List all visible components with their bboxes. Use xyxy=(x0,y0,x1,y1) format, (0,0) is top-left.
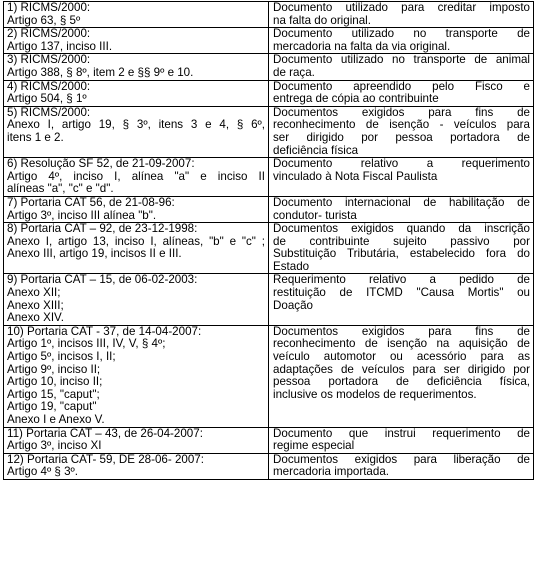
legal-reference-line: Artigo 19, "caput" xyxy=(7,401,97,414)
legal-reference-line: Artigo 388, § 8º, item 2 e §§ 9º e 10. xyxy=(7,66,194,79)
legal-reference-cell xyxy=(4,453,269,479)
document-description-cell xyxy=(269,196,534,222)
table-row xyxy=(4,54,534,80)
legal-reference-line: itens 1 e 2. xyxy=(7,131,64,144)
legal-reference-line: Anexo I, artigo 19, § 3º, itens 3 e 4, § 6º, xyxy=(7,119,265,132)
legal-reference-line: 2) RICMS/2000: xyxy=(7,28,91,41)
legal-reference-line: Artigo 4º § 3º. xyxy=(7,466,78,479)
document-description-line: entrega de cópia ao contribuinte xyxy=(273,93,439,106)
document-description-line: Documentos exigidos para fins de xyxy=(273,325,530,338)
legal-reference-line: alíneas "a", "c" e "d". xyxy=(7,183,114,196)
document-description-line: regime especial xyxy=(273,440,355,453)
legal-reference-line: 11) Portaria CAT – 43, de 26-04-2007: xyxy=(7,427,203,440)
document-description-cell xyxy=(269,274,534,325)
document-reference-table xyxy=(3,1,534,480)
legal-reference-line: Artigo 9º, inciso II; xyxy=(7,363,101,376)
legal-reference-line: Artigo 1º, incisos III, IV, V, § 4º; xyxy=(7,338,166,351)
document-description-line: Documentos exigidos quando da inscrição xyxy=(273,223,530,236)
legal-reference-line: Anexo I, artigo 13, inciso I, alíneas, "b" e "c" ; xyxy=(7,235,265,248)
document-description-cell xyxy=(269,2,534,28)
legal-reference-cell xyxy=(4,158,269,197)
document-description-line: de contribuinte sujeito passivo por xyxy=(273,235,530,248)
legal-reference-line: Artigo 10, inciso II; xyxy=(7,376,103,389)
document-description-line: ser dirigido por pessoa portadora de xyxy=(273,131,530,144)
legal-reference-line: 1) RICMS/2000: xyxy=(7,2,91,14)
document-description-cell xyxy=(269,158,534,197)
document-description-cell xyxy=(269,28,534,54)
document-description-line: reconhecimento de isenção na aquisição de xyxy=(273,338,530,351)
table-row xyxy=(4,106,534,157)
table-row xyxy=(4,80,534,106)
document-description-line: reconhecimento de isenção - veículos para xyxy=(273,119,530,132)
legal-reference-line: Artigo 15, "caput"; xyxy=(7,388,100,401)
legal-reference-cell xyxy=(4,106,269,157)
document-description-line: adaptações de veículos para ser dirigido por xyxy=(273,363,530,376)
document-description-cell xyxy=(269,453,534,479)
legal-reference-line: Artigo 63, § 5º xyxy=(7,14,81,27)
document-description-line: Documento utilizado para creditar imposto xyxy=(273,2,530,14)
document-description-line: pessoa portadora de deficiência física, xyxy=(273,376,530,389)
legal-reference-line: 3) RICMS/2000: xyxy=(7,54,91,67)
table-body xyxy=(4,2,534,480)
table-row xyxy=(4,196,534,222)
document-description-line: Requerimento relativo a pedido de xyxy=(273,274,530,287)
legal-reference-cell xyxy=(4,274,269,325)
document-description-line: Documento que instrui requerimento de xyxy=(273,427,530,440)
document-description-cell xyxy=(269,80,534,106)
table-row xyxy=(4,223,534,274)
table-row xyxy=(4,453,534,479)
document-description-cell xyxy=(269,223,534,274)
legal-reference-cell xyxy=(4,223,269,274)
document-description-line: Substituição Tributária, estabelecido fora do xyxy=(273,248,530,261)
document-description-line: Doação xyxy=(273,299,313,312)
legal-reference-cell xyxy=(4,196,269,222)
document-description-line: na falta do original. xyxy=(273,14,371,27)
table-row xyxy=(4,2,534,28)
document-description-line: mercadoria importada. xyxy=(273,466,389,479)
table-row xyxy=(4,28,534,54)
document-description-line: vinculado à Nota Fiscal Paulista xyxy=(273,170,438,183)
legal-reference-line: Artigo 3º, inciso III alínea "b". xyxy=(7,209,157,222)
legal-reference-line: Artigo 137, inciso III. xyxy=(7,40,113,53)
legal-reference-line: Artigo 5º, incisos I, II; xyxy=(7,351,116,364)
table-row xyxy=(4,325,534,427)
document-description-line: Documento utilizado no transporte de xyxy=(273,28,530,41)
document-description-line: Documentos exigidos para liberação de xyxy=(273,453,530,466)
legal-reference-line: Anexo XIV. xyxy=(7,312,64,325)
document-description-line: mercadoria na falta da via original. xyxy=(273,40,451,53)
document-description-line: Documento internacional de habilitação de xyxy=(273,196,530,209)
legal-reference-line: 6) Resolução SF 52, de 21-09-2007: xyxy=(7,158,195,171)
legal-reference-line: Anexo III, artigo 19, incisos II e III. xyxy=(7,248,182,261)
legal-reference-cell xyxy=(4,54,269,80)
legal-reference-line: 7) Portaria CAT 56, de 21-08-96: xyxy=(7,196,175,209)
legal-reference-line: 8) Portaria CAT – 92, de 23-12-1998: xyxy=(7,223,198,236)
document-description-cell xyxy=(269,325,534,427)
document-description-line: de raça. xyxy=(273,66,315,79)
document-description-line: Documento apreendido pelo Fisco e xyxy=(273,80,530,93)
table-row xyxy=(4,158,534,197)
document-description-line: veículo automotor ou acessório para as xyxy=(273,351,530,364)
legal-reference-line: Anexo I e Anexo V. xyxy=(7,414,105,426)
legal-reference-line: Anexo XIII; xyxy=(7,299,64,312)
legal-reference-line: 10) Portaria CAT - 37, de 14-04-2007: xyxy=(7,325,202,338)
document-description-cell xyxy=(269,106,534,157)
legal-reference-line: 4) RICMS/2000: xyxy=(7,80,91,93)
document-description-line: Documento relativo a requerimento xyxy=(273,158,530,171)
legal-reference-line: Artigo 4º, inciso I, alínea "a" e inciso II xyxy=(7,170,265,183)
document-description-line: condutor- turista xyxy=(273,209,357,222)
legal-reference-cell xyxy=(4,427,269,453)
document-description-line: inclusive os modelos de requerimentos. xyxy=(273,388,477,401)
document-description-line: Documento utilizado no transporte de animal xyxy=(273,54,530,67)
legal-reference-cell xyxy=(4,325,269,427)
document-description-line: Estado xyxy=(273,260,310,273)
legal-reference-line: 9) Portaria CAT – 15, de 06-02-2003: xyxy=(7,274,198,287)
legal-reference-cell xyxy=(4,28,269,54)
legal-reference-line: Artigo 3º, inciso XI xyxy=(7,440,102,453)
document-description-line: deficiência física xyxy=(273,144,359,157)
table-row xyxy=(4,427,534,453)
document-description-cell xyxy=(269,427,534,453)
legal-reference-line: Anexo XII; xyxy=(7,287,61,300)
document-description-line: restituição de ITCMD "Causa Mortis" ou xyxy=(273,287,530,300)
legal-reference-cell xyxy=(4,80,269,106)
legal-reference-line: Artigo 504, § 1º xyxy=(7,93,87,106)
document-description-cell xyxy=(269,54,534,80)
legal-reference-cell xyxy=(4,2,269,28)
legal-reference-line: 5) RICMS/2000: xyxy=(7,106,91,119)
table-row xyxy=(4,274,534,325)
document-description-line: Documentos exigidos para fins de xyxy=(273,106,530,119)
legal-reference-line: 12) Portaria CAT- 59, DE 28-06- 2007: xyxy=(7,453,204,466)
